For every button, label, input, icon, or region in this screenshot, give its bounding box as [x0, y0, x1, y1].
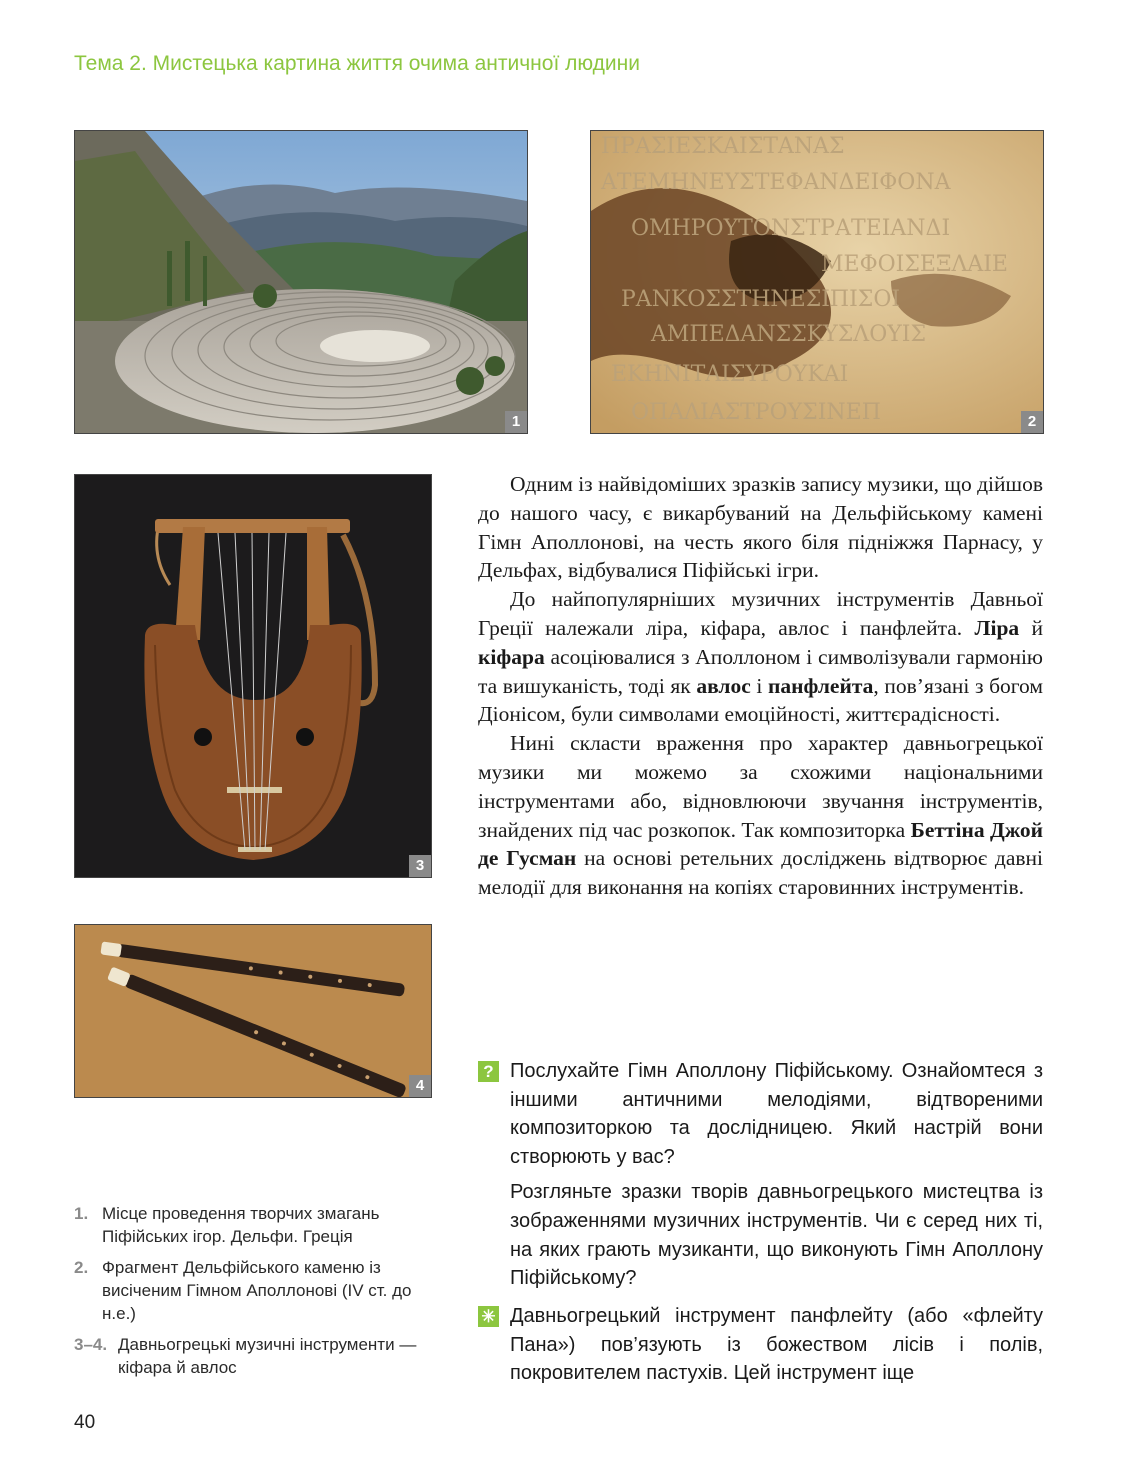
svg-text:ΟΠΑΛΙΑΣΤΡΟΥΣΙΝΕΠ: ΟΠΑΛΙΑΣΤΡΟΥΣΙΝΕΠ [631, 400, 881, 425]
svg-text:ΠΡΑΣΙΕΣΚΑΙΣΤΑΝΑΣ: ΠΡΑΣΙΕΣΚΑΙΣΤΑΝΑΣ [601, 134, 845, 159]
paragraph-1: Одним із найвідоміших зразків запису музики, що дійшов до нашого часу, є викарбуваний на Дельфійському камені Гімн Аполлонові, на честь якого біля підніжжя Парнасу, у Дельфах, відбувалися Піфійські ігри. [478, 472, 1043, 583]
asterisk-icon: ✳ [478, 1306, 499, 1327]
term-lyre: Ліра [974, 615, 1020, 640]
lyre-illustration [75, 475, 431, 877]
caption-text: Давньогрецькі музичні інструменти — кіфара й авлос [118, 1335, 417, 1377]
svg-text:ΑΜΠΕΔΑΝΣΣΚΥΣΛΟΥΙΣ: ΑΜΠΕΔΑΝΣΣΚΥΣΛΟΥΙΣ [651, 322, 926, 347]
text-span: й [1019, 615, 1043, 640]
composer-name: Беттіна Джой де Гусман [478, 817, 1043, 871]
caption-3-4 [74, 1333, 444, 1379]
caption-text: Місце проведення творчих змагань Піфійських ігор. Дельфи. Греція [102, 1204, 380, 1246]
figure-number-badge: 3 [409, 855, 431, 877]
delphi-theatre-photo [74, 130, 528, 434]
delphi-landscape-illustration [75, 131, 527, 433]
term-kithara: кіфара [478, 644, 545, 669]
delphic-stone-inscription-photo [590, 130, 1044, 434]
paragraph-2 [478, 585, 1043, 729]
figure-number-badge: 4 [409, 1075, 431, 1097]
paragraph-3 [478, 729, 1043, 902]
svg-text:ΡΑΝΚΟΣΣΤΗΝΕΣΙΠΙΣΟΙ: ΡΑΝΚΟΣΣΤΗΝΕΣΙΠΙΣΟΙ [621, 287, 901, 312]
text-span: і [750, 673, 768, 698]
task-text: Розгляньте зразки творів давньогрецького мистецтва із зображеннями музичних інструментів. Чи є серед них ті, на яких грають музиканти, що виконують Гімн Аполлону Піфійському? [510, 1181, 1043, 1290]
text-span: асоціювалися з Аполлоном і символізували гармонію та вишуканість, тоді як [478, 644, 1043, 698]
text-span: на основі ретельних досліджень відтворює давні мелодії для виконання на копіях старовинних інструментів. [478, 846, 1043, 900]
task-text: Послухайте Гімн Аполлону Піфійському. Ознайомтеся з іншими античними мелодіями, відтвореними композиторкою та дослідницею. Який настрій вони створюють у вас? [510, 1060, 1043, 1168]
svg-text:ΑΤΕΜΗΝΕΥΣΤΕΦΑΝΔΕΙΦΟΝΑ: ΑΤΕΜΗΝΕΥΣΤΕΦΑΝΔΕΙΦΟΝΑ [601, 170, 951, 195]
question-icon: ? [478, 1061, 499, 1082]
caption-1 [74, 1202, 444, 1248]
text-span: Нині скласти враження про характер давньогрецької музики ми можемо за схожими національними інструментами або, відновлюючи звучання інструментів, знайдених під час розкопок. Так композиторка [478, 731, 1043, 842]
stone-inscription-illustration [591, 131, 1043, 433]
question-task [478, 1057, 1043, 1300]
main-text [478, 470, 1043, 902]
lyre-kithara-photo [74, 474, 432, 878]
aulos-flutes-photo [74, 924, 432, 1098]
figure-number-badge: 2 [1021, 411, 1043, 433]
chapter-header: Тема 2. Мистецька картина життя очима античної людини [74, 52, 640, 75]
term-panflute: панфлейта [767, 673, 874, 698]
caption-number: 1. [74, 1204, 89, 1223]
caption-2 [74, 1256, 444, 1325]
text-span: , пов’язані з богом Діонісом, були символами емоційності, життєрадісності. [478, 673, 1043, 727]
asterisk-task [478, 1302, 1043, 1395]
term-aulos: авлос [696, 673, 751, 698]
task-text: Давньогрецький інструмент панфлейту (або «флейту Пана») пов’язують із божеством лісів і полів, покровителем пастухів. Цей інструмент іще [510, 1305, 1043, 1385]
page-number: 40 [74, 1412, 96, 1433]
svg-text:ΜΕΦΟΙΣΕΞΛΑΙΕ: ΜΕΦΟΙΣΕΞΛΑΙΕ [821, 252, 1008, 277]
text-span: До найпопулярніших музичних інструментів Давньої Греції належали ліра, кіфара, авлос і панфлейта. [478, 587, 1043, 640]
svg-text:ΕΚΗΝΙΤΑΙΣΥΡΟΥΚΑΙ: ΕΚΗΝΙΤΑΙΣΥΡΟΥΚΑΙ [611, 362, 849, 387]
caption-number: 3–4. [74, 1335, 108, 1354]
caption-text: Фрагмент Дельфійського каменю із висіченим Гімном Аполлонові (IV ст. до н.е.) [102, 1258, 412, 1323]
figure-number-badge: 1 [505, 411, 527, 433]
flutes-illustration [75, 925, 431, 1097]
caption-number: 2. [74, 1258, 89, 1277]
figure-captions [74, 1202, 444, 1387]
svg-text:ΟΜΗΡΟΥΤΟΝΣΤΡΑΤΕΙΑΝΔΙ: ΟΜΗΡΟΥΤΟΝΣΤΡΑΤΕΙΑΝΔΙ [631, 216, 951, 241]
